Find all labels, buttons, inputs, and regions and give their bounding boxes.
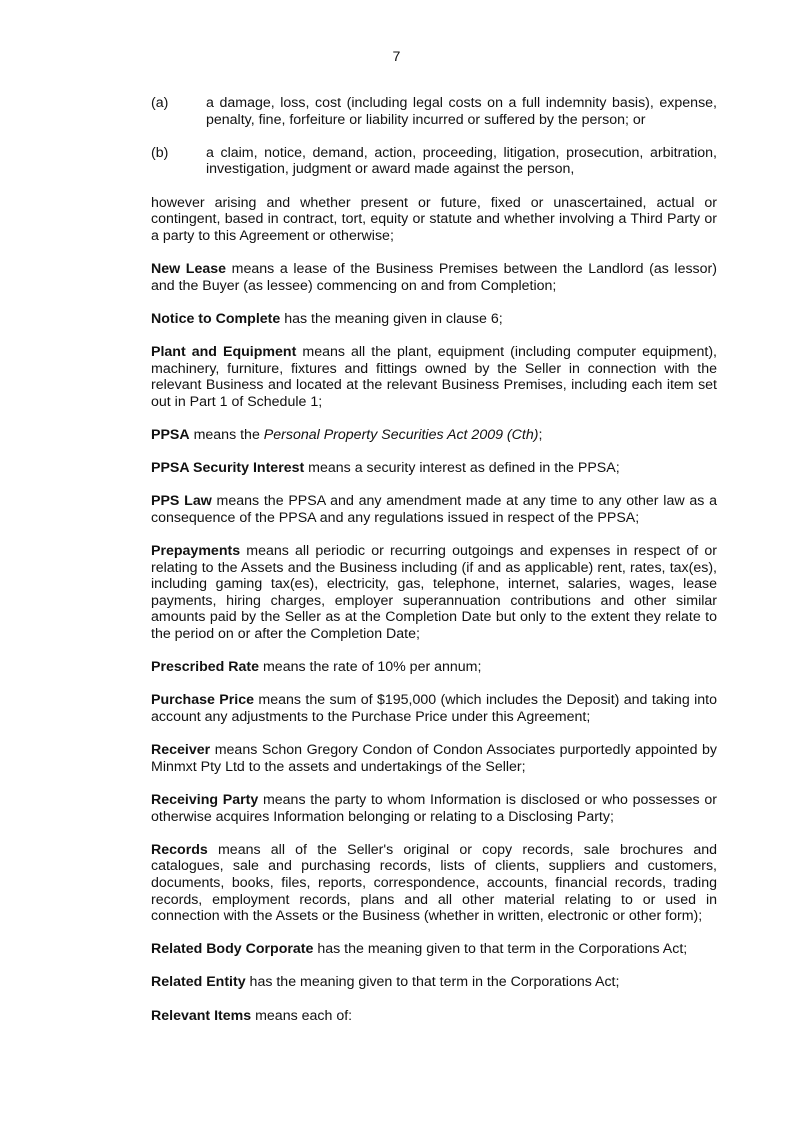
- definition-related-body-corporate: [151, 941, 717, 958]
- defined-term: Purchase Price: [151, 692, 254, 709]
- definition-purchase-price: [151, 692, 717, 725]
- list-label: (b): [151, 144, 169, 161]
- definition-new-lease: [151, 261, 717, 294]
- definition-text: means a lease of the Business Premises between the Landlord (as lessor) and the Buyer (as lessee) commencing on and from Completion;: [151, 260, 717, 294]
- page-number: 7: [392, 49, 401, 65]
- defined-term: Related Entity: [151, 974, 246, 991]
- definition-related-entity: [151, 974, 717, 991]
- definition-text: means the: [189, 426, 264, 443]
- statute-title: Personal Property Securities Act 2009 (Cth): [263, 426, 539, 443]
- list-item-b: [151, 145, 717, 178]
- list-text: a damage, loss, cost (including legal costs on a full indemnity basis), expense, penalty, fine, forfeiture or liability incurred or suffered by the person; or: [206, 95, 717, 128]
- list-item-a: [151, 95, 717, 128]
- definition-text-end: ;: [538, 426, 543, 443]
- definition-text: means Schon Gregory Condon of Condon Associates purportedly appointed by Minmxt Pty Ltd to the assets and undertakings of the Seller;: [151, 742, 717, 775]
- list-text: a claim, notice, demand, action, proceeding, litigation, prosecution, arbitration, investigation, judgment or award made against the person,: [206, 144, 717, 178]
- defined-term: Related Body Corporate: [151, 941, 314, 958]
- definition-pps-law: [151, 493, 717, 526]
- defined-term: PPSA: [151, 426, 190, 443]
- definition-text: means all periodic or recurring outgoings and expenses in respect of or relating to the Assets and the Business including (if and as applicable) rent, rates, tax(es), including gaming tax(es), electricity, gas, telephone, internet, salaries, wages, lease payments, hiring charges, employer superannuation contributions and other similar amounts paid by the Seller as at the Completion Date but only to the extent they relate to the period on or after the Completion Date;: [151, 543, 717, 642]
- definition-text: has the meaning given in clause 6;: [280, 310, 503, 327]
- definition-text: means the sum of $195,000 (which includes the Deposit) and taking into account any adjustments to the Purchase Price under this Agreement;: [151, 692, 717, 725]
- defined-term: PPSA Security Interest: [151, 460, 305, 477]
- definition-relevant-items: [151, 1008, 717, 1025]
- defined-term: Prepayments: [151, 543, 241, 560]
- definition-records: [151, 842, 717, 925]
- definition-notice-to-complete: [151, 311, 717, 328]
- document-body: [151, 95, 717, 1041]
- definition-text: means all the plant, equipment (including computer equipment), machinery, furniture, fixtures and fittings owned by the Seller in connection with the relevant Business and located at the relevant Business Premises, including each item set out in Part 1 of Schedule 1;: [151, 343, 717, 410]
- definition-text: means a security interest as defined in the PPSA;: [304, 460, 620, 477]
- definition-text: has the meaning given to that term in the Corporations Act;: [245, 974, 620, 991]
- definition-text: means the PPSA and any amendment made at any time to any other law as a consequence of the PPSA and any regulations issued in respect of the PPSA;: [151, 493, 717, 526]
- defined-term: Receiver: [151, 742, 211, 759]
- definition-text: means the party to whom Information is disclosed or who possesses or otherwise acquires Information belonging or relating to a Disclosing Party;: [151, 791, 717, 825]
- defined-term: Plant and Equipment: [151, 343, 297, 360]
- defined-term: New Lease: [151, 260, 227, 277]
- definition-prescribed-rate: [151, 659, 717, 676]
- definition-text: means all of the Seller's original or copy records, sale brochures and catalogues, sale and purchasing records, lists of clients, suppliers and customers, documents, books, files, reports, correspondence, accounts, financial records, trading records, employment records, plans and all other material relating to or used in connection with the Assets or the Business (whether in written, electronic or other form);: [151, 841, 717, 925]
- defined-term: Prescribed Rate: [151, 659, 260, 676]
- definition-plant-and-equipment: [151, 344, 717, 410]
- definition-ppsa: [151, 427, 717, 444]
- definition-text: means each of:: [251, 1007, 353, 1024]
- list-label: (a): [151, 95, 169, 111]
- defined-term: Relevant Items: [151, 1007, 252, 1024]
- definition-text: has the meaning given to that term in the Corporations Act;: [313, 941, 688, 958]
- definition-text: means the rate of 10% per annum;: [259, 659, 482, 676]
- defined-term: PPS Law: [151, 493, 212, 510]
- defined-term: Receiving Party: [151, 791, 259, 808]
- continuation-paragraph: however arising and whether present or future, fixed or unascertained, actual or contingent, based in contract, tort, equity or statute and whether involving a Third Party or a party to this Agreement or otherwise;: [151, 194, 717, 244]
- definition-receiving-party: [151, 792, 717, 825]
- defined-term: Notice to Complete: [151, 310, 281, 327]
- definition-ppsa-security-interest: [151, 460, 717, 477]
- defined-term: Records: [151, 841, 208, 858]
- definition-prepayments: [151, 543, 717, 643]
- definition-receiver: [151, 742, 717, 775]
